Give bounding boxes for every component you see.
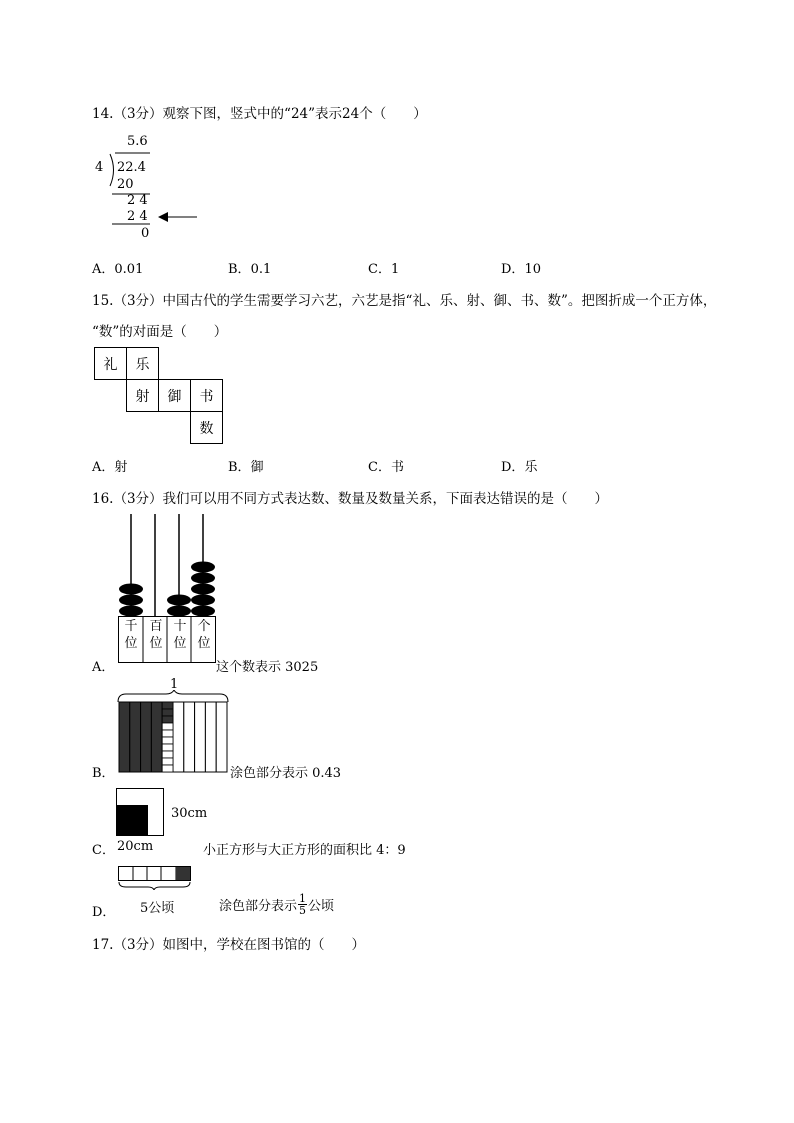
fraction: $\frac{1}{5}$: [299, 892, 307, 917]
net-face-yue: 乐: [126, 347, 159, 380]
strip-column: [141, 702, 152, 772]
strip-column: [205, 702, 216, 772]
strip-cell: [162, 765, 173, 772]
strip-cell: [162, 737, 173, 744]
q15-stem-line2: “数”的对面是（ ）: [92, 324, 228, 340]
strip-cell: [162, 751, 173, 758]
strip-cell: [162, 758, 173, 765]
q17-stem: 17.（3分）如图中，学校在图书馆的（ ）: [92, 937, 366, 953]
q15-option-c[interactable]: C．书: [368, 460, 404, 475]
step-3: 2 4: [127, 209, 148, 224]
abacus-bead: [119, 595, 143, 606]
q14-option-a[interactable]: A．0.01: [92, 262, 144, 277]
q16-b-caption: 涂色部分表示 0.43: [230, 766, 342, 781]
q16-stem: 16.（3分）我们可以用不同方式表达数、数量及数量关系，下面表达错误的是（ ）: [92, 491, 609, 507]
strip-column: [216, 702, 227, 772]
abacus-bead: [167, 595, 191, 606]
strip-cell: [162, 716, 173, 723]
q14-option-c[interactable]: C．1: [368, 262, 400, 277]
abacus-label-thousands: 千位: [124, 619, 138, 651]
q14-long-division: [88, 130, 208, 242]
q14-stem: 14.（3分）观察下图，竖式中的“24”表示24个（ ）: [92, 106, 427, 122]
abacus-bead: [191, 606, 215, 617]
q15-option-b[interactable]: B．御: [228, 460, 264, 475]
abacus: [114, 512, 220, 664]
remainder: 0: [141, 226, 150, 241]
quotient: 5.6: [127, 134, 148, 149]
q16-a-caption: 这个数表示 3025: [216, 660, 319, 675]
step-2: 2 4: [127, 193, 148, 208]
q16-d-caption: 涂色部分表示 $\frac{1}{5}$ 公顷: [219, 892, 335, 917]
q16-c-squares: [116, 788, 166, 838]
strip-cell: [162, 709, 173, 716]
abacus-bead: [191, 595, 215, 606]
abacus-bead: [191, 584, 215, 595]
step-1: 20: [117, 177, 134, 192]
q15-option-d[interactable]: D．乐: [501, 460, 538, 475]
q15-stem-line1: 15.（3分）中国古代的学生需要学习六艺，六艺是指“礼、乐、射、御、书、数”。把图折成一个正方体，: [92, 293, 717, 309]
strip-cell: [162, 744, 173, 751]
abacus-bead: [191, 562, 215, 573]
net-face-she: 射: [126, 379, 159, 412]
abacus-bead: [167, 606, 191, 617]
q16-option-c[interactable]: C．: [92, 843, 115, 858]
net-face-yu: 御: [158, 379, 191, 412]
abacus-label-hundreds: 百位: [149, 619, 163, 651]
q16-d-bar: [116, 862, 194, 890]
strip-column: [130, 702, 141, 772]
q16-c-small-side: 20cm: [117, 839, 154, 854]
abacus-label-tens: 十位: [173, 619, 187, 651]
abacus-bead: [191, 573, 215, 584]
q16-c-big-side: 30cm: [171, 806, 208, 821]
q14-option-d[interactable]: D．10: [501, 262, 541, 277]
net-face-shu: 书: [190, 379, 223, 412]
q16-b-figure: [114, 690, 232, 776]
q16-option-b[interactable]: B．: [92, 766, 115, 781]
q14-option-b[interactable]: B．0.1: [228, 262, 272, 277]
q16-b-top-label: 1: [170, 677, 179, 692]
cube-net: [94, 347, 226, 447]
strip-column: [151, 702, 162, 772]
abacus-bead: [119, 584, 143, 595]
strip-column: [119, 702, 130, 772]
q16-option-a[interactable]: A．: [92, 660, 115, 675]
q16-c-caption: 小正方形与大正方形的面积比 4：9: [203, 843, 406, 858]
abacus-bead: [119, 606, 143, 617]
dividend: 22.4: [117, 160, 146, 175]
strip-cell: [162, 723, 173, 730]
strip-column: [173, 702, 184, 772]
divisor: 4: [95, 160, 104, 175]
strip-column: [184, 702, 195, 772]
strip-column: [195, 702, 206, 772]
q15-option-a[interactable]: A．射: [92, 460, 128, 475]
strip-cell: [162, 702, 173, 709]
net-face-shu-number: 数: [190, 411, 223, 444]
strip-cell: [162, 730, 173, 737]
q16-d-bar-label: 5公顷: [140, 901, 175, 916]
net-face-li: 礼: [94, 347, 127, 380]
q16-option-d[interactable]: D．: [92, 905, 116, 920]
abacus-label-ones: 个位: [197, 619, 211, 651]
